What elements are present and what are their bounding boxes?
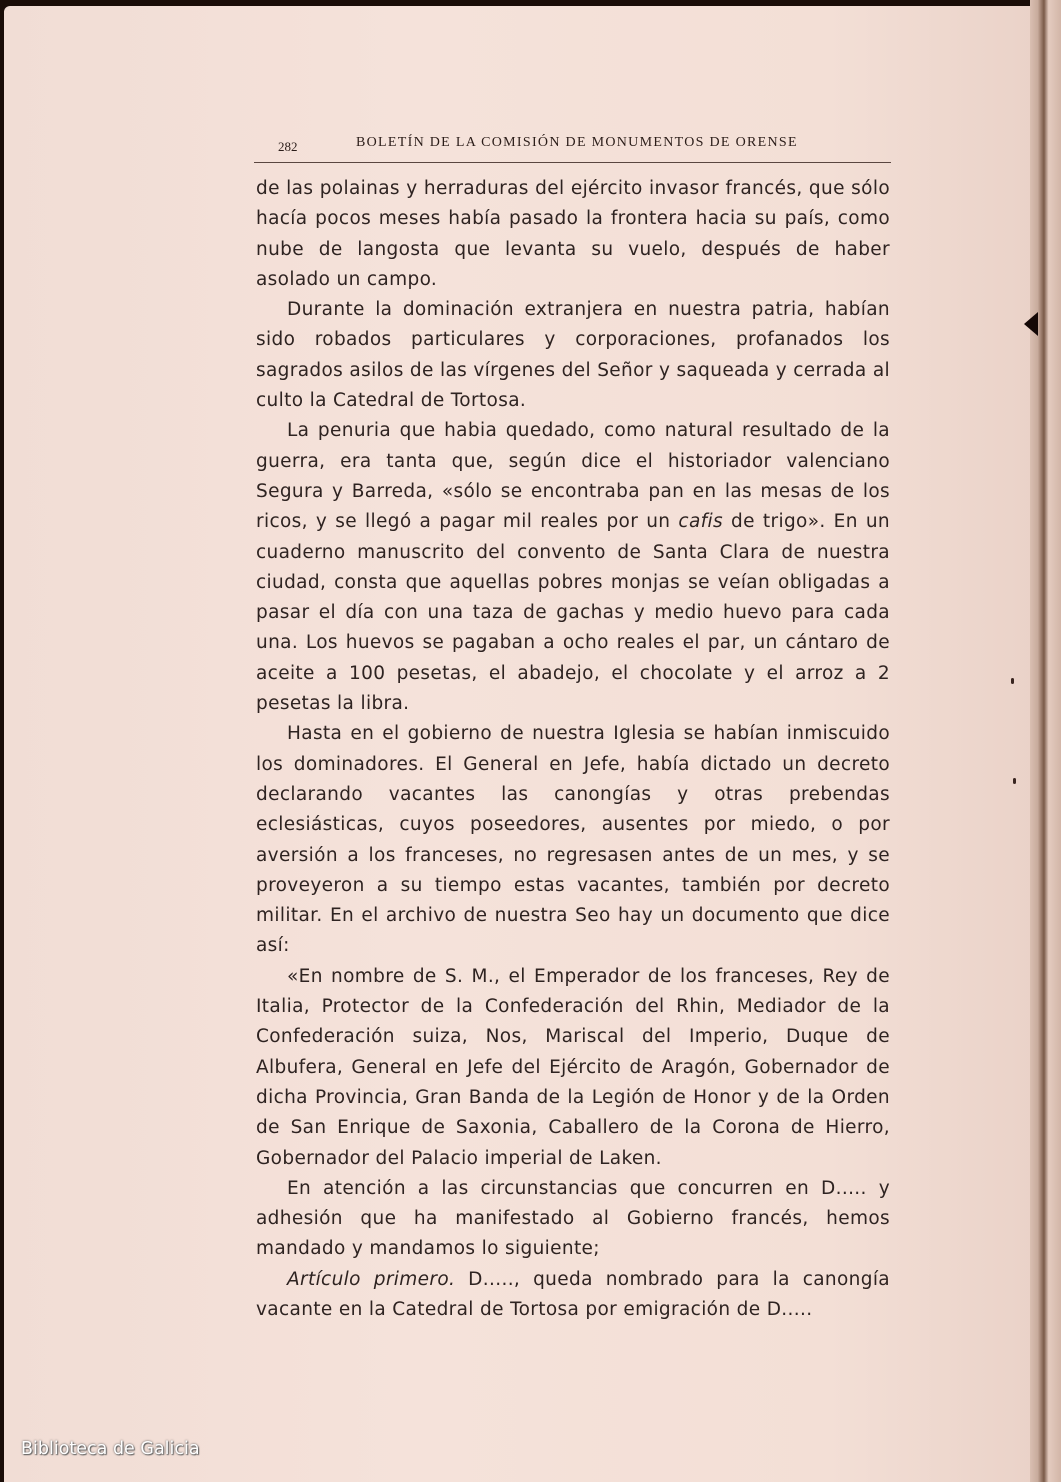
paragraph-6: En atención a las circunstancias que concurren en D..... y adhesión que ha manifestado al Gobierno francés, hemos mandado y mandamos lo siguiente; <box>256 1177 890 1260</box>
paragraph-1: de las polainas y herraduras del ejército invasor francés, que sólo hacía pocos meses había pasado la frontera hacia su país, como nube de langosta que levanta su vuelo, después de haber asolado un campo. <box>256 178 890 290</box>
page-header <box>254 130 892 158</box>
paragraph-3-text-a: La penuria que habia quedado, como natural resultado de la guerra, era tanta que, según dice el historiador valenciano Segura y Barreda, «sólo se encontraba pan en las mesas de los ricos, y se llegó a pagar mil reales por un <box>256 420 890 533</box>
library-watermark: Biblioteca de Galicia <box>21 1439 200 1459</box>
paragraph-2: Durante la dominación extranjera en nuestra patria, habían sido robados particulares y corporaciones, profanados los sagrados asilos de las vírgenes del Señor y saqueada y cerrada al culto la Catedral de Tortosa. <box>256 299 890 412</box>
paragraph-3-text-b: de trigo». En un cuaderno manuscrito del convento de Santa Clara de nuestra ciudad, consta que aquellas pobres monjas se veían obligadas a pasar el día con una taza de gachas y medio huevo para cada una. Los huevos se pagaban a ocho reales el par, un cántaro de aceite a 100 pesetas, el abadejo, el chocolate y el arroz a 2 pesetas la libra. <box>256 511 890 715</box>
page-number: 282 <box>278 139 298 154</box>
body-text <box>256 174 890 1325</box>
paragraph-3 <box>256 416 890 719</box>
book-spine <box>1030 0 1061 1482</box>
paragraph-3-italic: cafis <box>678 511 723 533</box>
paragraph-5: «En nombre de S. M., el Emperador de los franceses, Rey de Italia, Protector de la Confederación del Rhin, Mediador de la Confederación suiza, Nos, Mariscal del Imperio, Duque de Albufera, General en Jefe del Ejército de Aragón, Gobernador de dicha Provincia, Gran Banda de la Legión de Honor y de la Orden de San Enrique de Saxonia, Caballero de la Corona de Hierro, Gobernador del Palacio imperial de Laken. <box>256 965 890 1169</box>
paper-speck <box>1011 678 1014 684</box>
paragraph-4: Hasta en el gobierno de nuestra Iglesia se habían inmiscuido los dominadores. El General en Jefe, había dictado un decreto declarando vacantes las canongías y otras prebendas eclesiásticas, cuyos poseedores, ausentes por miedo, o por aversión a los franceses, no regresasen antes de un mes, y se proveyeron a su tiempo estas vacantes, también por decreto militar. En el archivo de nuestra Seo hay un documento que dice así: <box>256 723 890 957</box>
paper-speck <box>1013 778 1016 784</box>
paragraph-7-text: D....., queda nombrado para la canongía vacante en la Catedral de Tortosa por emigración de D..... <box>256 1268 890 1320</box>
spine-tab <box>1024 312 1038 336</box>
paragraph-7 <box>256 1265 890 1326</box>
header-rule <box>254 162 891 163</box>
running-title: BOLETÍN DE LA COMISIÓN DE MONUMENTOS DE ORENSE <box>356 135 798 150</box>
paragraph-7-italic: Artículo primero. <box>287 1268 456 1290</box>
